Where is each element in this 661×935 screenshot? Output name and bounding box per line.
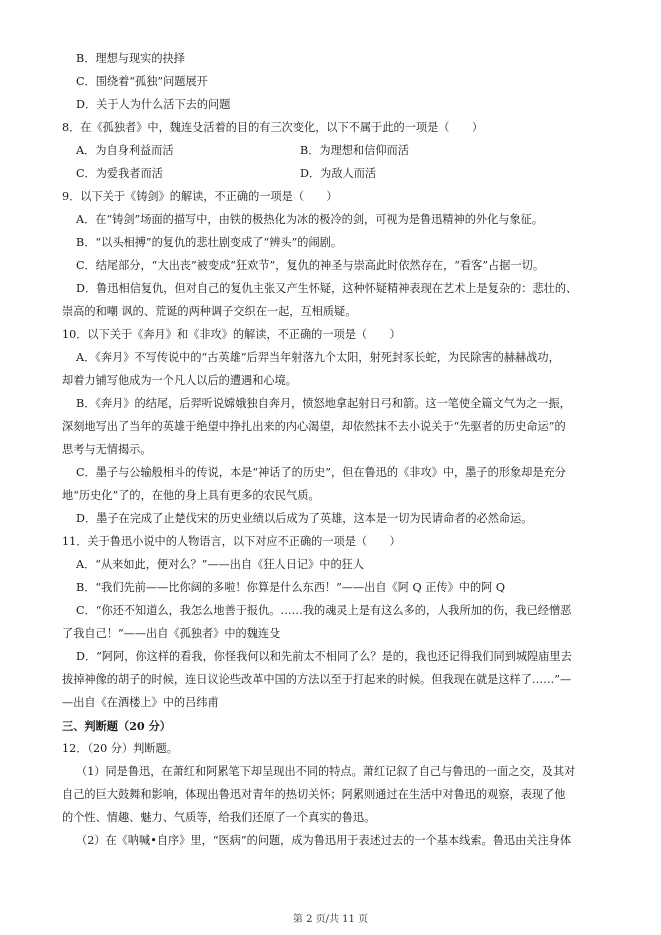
question-10-stem: 10．以下关于《奔月》和《非攻》的解读，不正确的一项是（ ） xyxy=(62,328,401,341)
section-heading: 三、判断题（20 分） xyxy=(62,719,171,733)
option-line: B．理想与现实的抉择 xyxy=(76,52,185,65)
option-line: A．“从来如此，便对么？”——出自《狂人日记》中的狂人 xyxy=(76,558,365,571)
option-line: C．“你还不知道么，我怎么地善于报仇。……我的魂灵上是有这么多的，人我所加的伤，我已经憎恶 xyxy=(76,604,572,617)
page-number-footer: 第 2 页/共 11 页 xyxy=(292,914,369,925)
question-12-stem: 12．（20 分）判断题。 xyxy=(62,742,178,755)
option-line: B．《奔月》的结尾，后羿听说嫦娥独自奔月，愤怒地拿起射日弓和箭。这一笔使全篇文气为之一振， xyxy=(76,397,571,410)
option-line: A．为自身利益而活 xyxy=(76,144,174,157)
question-8-stem: 8．在《孤独者》中，魏连殳活着的目的有三次变化，以下不属于此的一项是（ ） xyxy=(62,121,484,134)
option-line: C．结尾部分，“大出丧”被变成“狂欢节”，复仇的神圣与崇高此时依然存在，“看客”占据一切。 xyxy=(76,259,545,272)
question-9-stem: 9．以下关于《铸剑》的解读，不正确的一项是（ ） xyxy=(62,190,338,203)
continuation-line: 自己的巨大鼓舞和影响，体现出鲁迅对青年的热切关怀；阿累则通过在生活中对鲁迅的观察，表现了他 xyxy=(62,788,566,801)
continuation-line: —出自《在酒楼上》中的吕纬甫 xyxy=(62,696,219,709)
option-line: A．《奔月》不写传说中的“古英雄”后羿当年射落九个太阳，射死封豕长蛇，为民除害的赫赫战功， xyxy=(76,351,560,364)
continuation-line: 地“历史化”了的，在他的身上具有更多的农民气质。 xyxy=(62,489,320,502)
option-line: C．为爱我者而活 xyxy=(76,167,163,180)
option-line: B．“以头相搏”的复仇的悲壮剧变成了“辨头”的闹剧。 xyxy=(76,236,343,249)
question-11-stem: 11．关于鲁迅小说中的人物语言，以下对应不正确的一项是（ ） xyxy=(62,535,401,548)
option-line: D．关于人为什么活下去的问题 xyxy=(76,98,231,111)
continuation-line: 了我自己！”——出自《孤独者》中的魏连殳 xyxy=(62,627,281,640)
continuation-line: 崇高的和嘲 讽的、荒诞的两种调子交织在一起，互相质疑。 xyxy=(62,305,357,318)
option-line: C．墨子与公输般相斗的传说，本是“神话了的历史”，但在鲁迅的《非攻》中，墨子的形象却是充分 xyxy=(76,466,566,479)
continuation-line: 的个性、情趣、魅力、气质等，给我们还原了一个真实的鲁迅。 xyxy=(62,811,376,824)
continuation-line: 思考与无情揭示。 xyxy=(62,443,152,456)
option-line: A．在“铸剑”场面的描写中，由铁的极热化为冰的极冷的剑，可视为是鲁迅精神的外化与象征。 xyxy=(76,213,544,226)
option-line: B．为理想和信仰而活 xyxy=(300,144,409,157)
option-line: D．“阿阿，你这样的看我，你怪我何以和先前太不相同了么？是的，我也还记得我们同到城隍庙里去 xyxy=(76,650,572,663)
option-line: D．为敌人而活 xyxy=(300,167,377,180)
option-line: B．“我们先前——比你阔的多啦！你算是什么东西！”——出自《阿 Q 正传》中的阿 Q xyxy=(76,581,506,594)
option-line: C．围绕着“孤独”问题展开 xyxy=(76,75,208,88)
option-line: D．鲁迅相信复仇，但对自己的复仇主张又产生怀疑，这种怀疑精神表现在艺术上是复杂的：悲壮的、 xyxy=(76,282,578,295)
continuation-line: 却着力铺写他成为一个凡人以后的遭遇和心境。 xyxy=(62,374,297,387)
statement-line: （1）同是鲁迅，在萧红和阿累笔下却呈现出不同的特点。萧红记叙了自己与鲁迅的一面之交，及其对 xyxy=(76,765,576,778)
statement-line: （2）在《呐喊•自序》里，“医病”的问题，成为鲁迅用于表述过去的一个基本线索。鲁迅由关注身体 xyxy=(76,834,572,847)
continuation-line: 拔掉神像的胡子的时候，连日议论些改革中国的方法以至于打起来的时候。但我现在就是这样了……”— xyxy=(62,673,572,686)
continuation-line: 深刻地写出了当年的英雄于绝望中挣扎出来的内心渴望，却依然抹不去小说关于“先驱者的历史命运”的 xyxy=(62,420,566,433)
option-line: D．墨子在完成了止楚伐宋的历史业绩以后成为了英雄，这本是一切为民请命者的必然命运。 xyxy=(76,512,533,525)
